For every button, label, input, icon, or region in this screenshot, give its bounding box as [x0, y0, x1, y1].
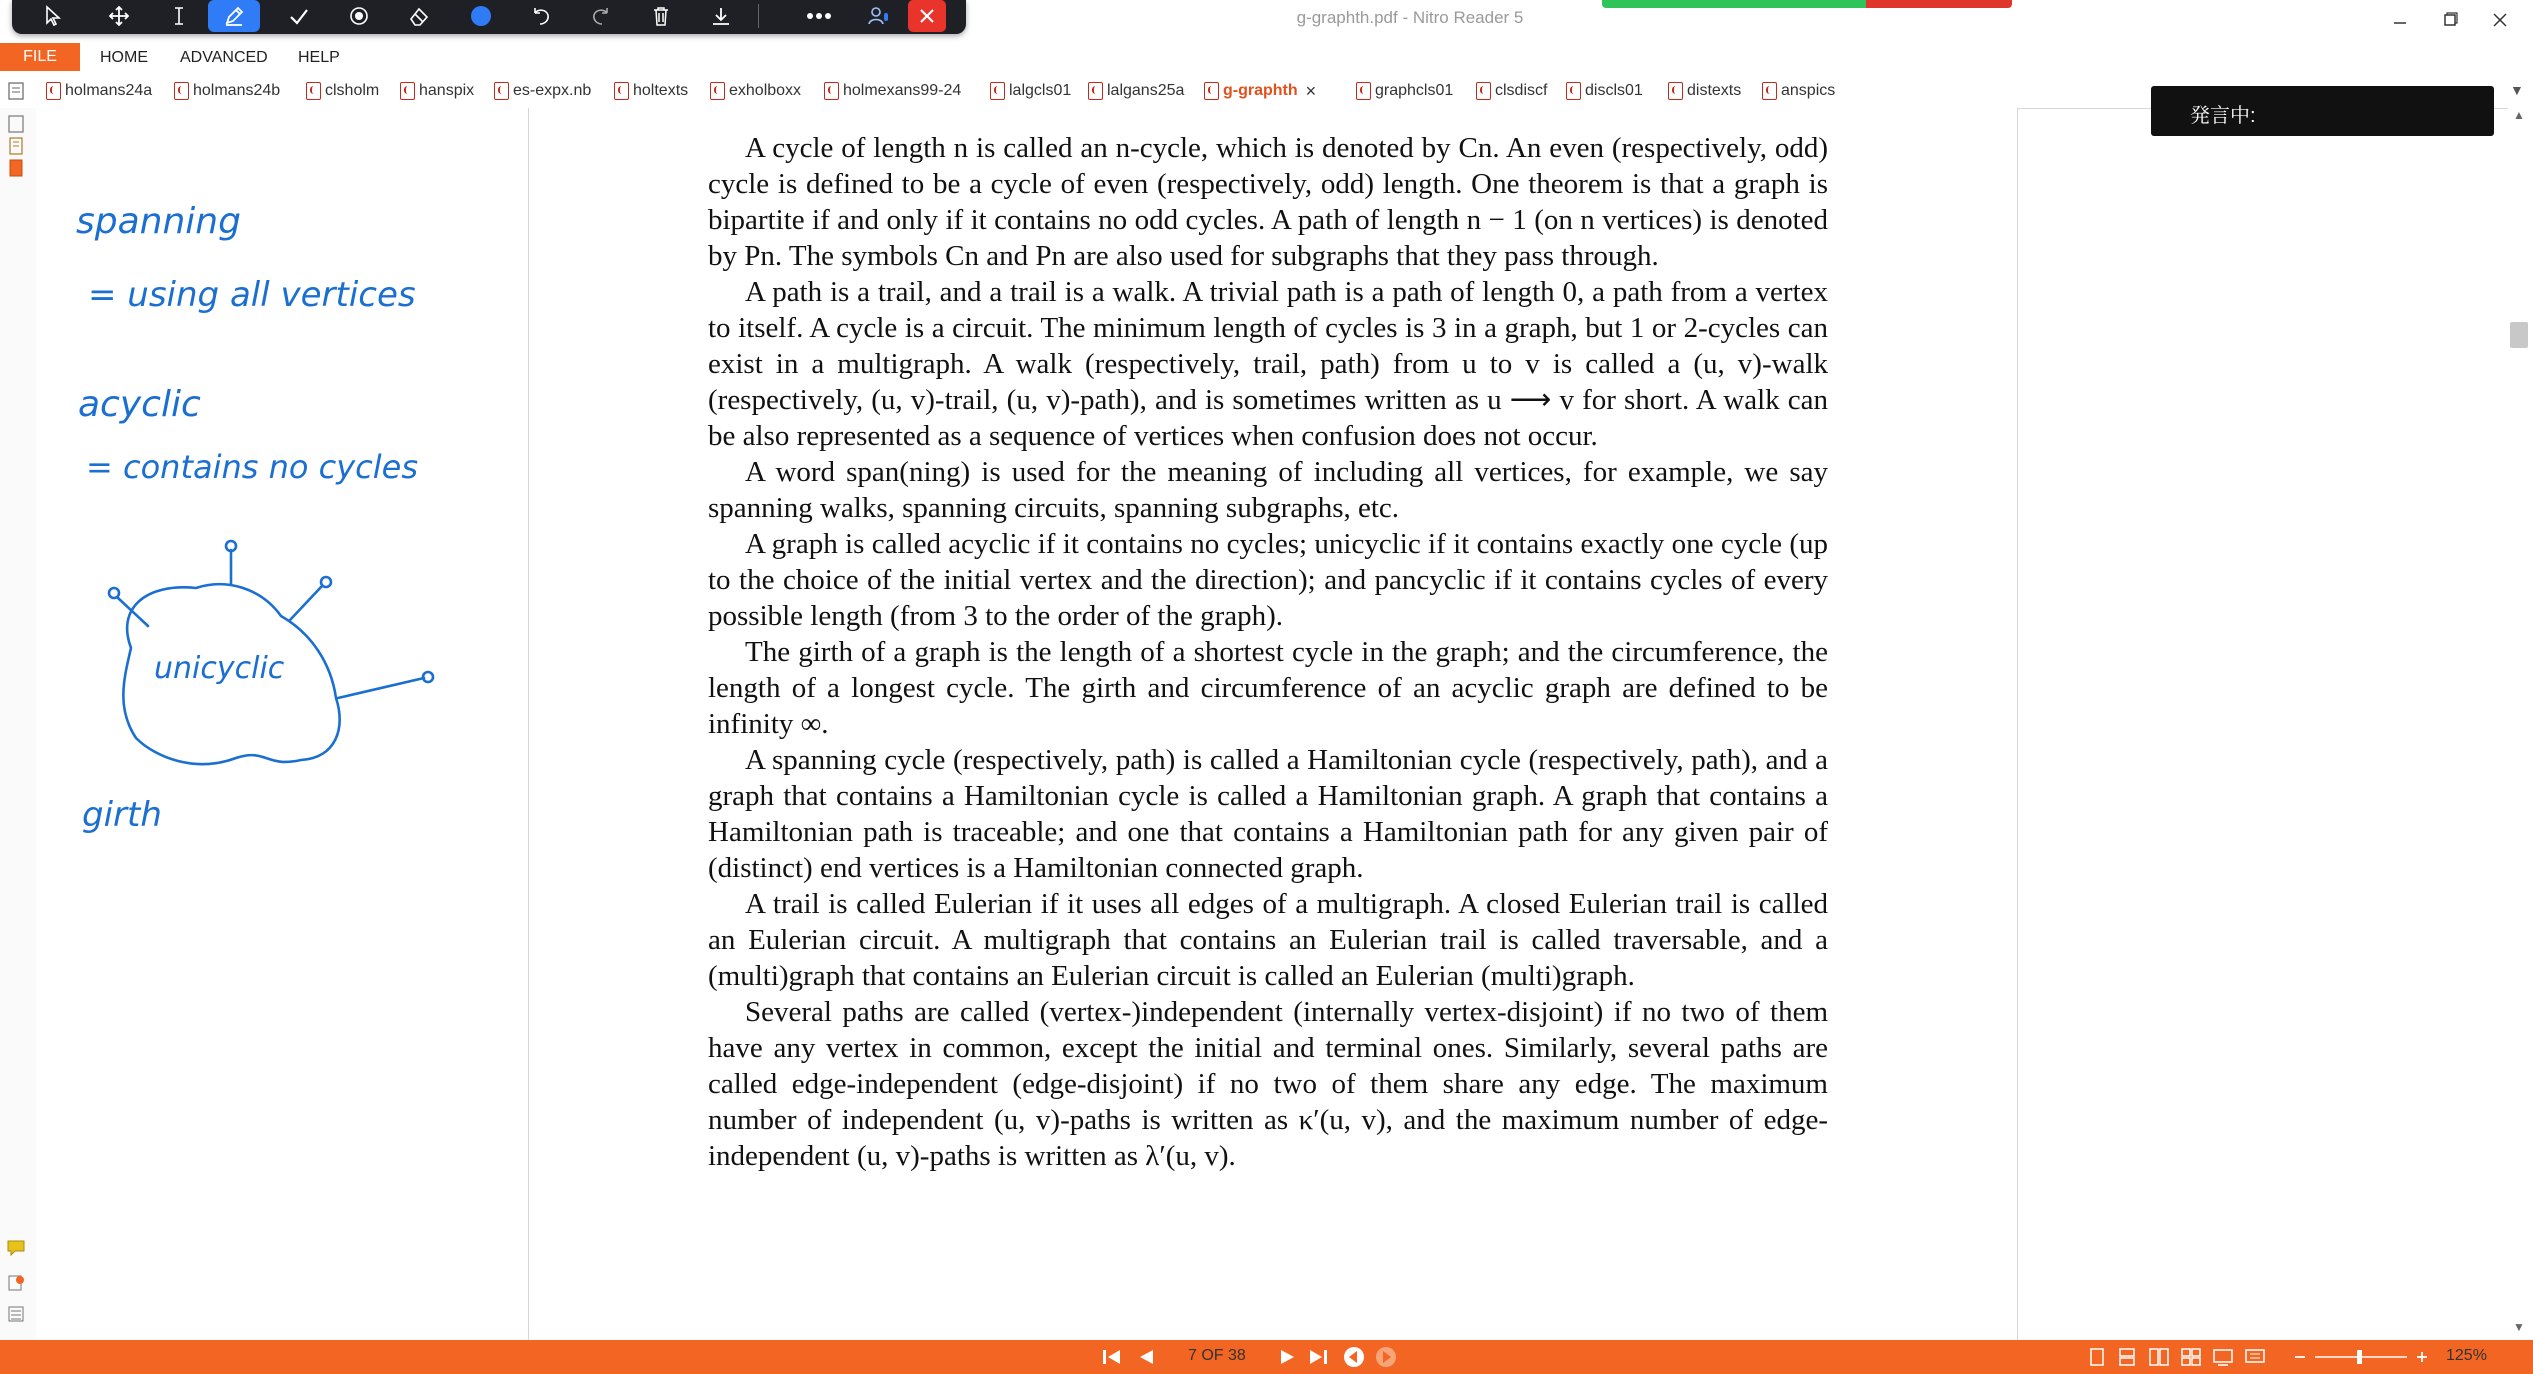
ink-note-contains-no-cycles: = contains no cycles: [86, 448, 419, 486]
pdf-icon: [1566, 82, 1581, 100]
pdf-icon: [824, 82, 839, 100]
maximize-icon[interactable]: [2426, 4, 2474, 36]
zoom-in-icon[interactable]: [2412, 1344, 2432, 1370]
zoom-level[interactable]: 125%: [2446, 1347, 2487, 1364]
pdf-icon: [46, 82, 61, 100]
tab-discls01[interactable]: discls01: [1566, 80, 1643, 102]
bookmarks-icon[interactable]: [6, 136, 26, 156]
last-page-icon[interactable]: [1306, 1344, 1330, 1370]
toolbar-close-icon[interactable]: [908, 0, 946, 32]
pendant-edge: [338, 678, 424, 698]
pdf-icon: [174, 82, 189, 100]
continuous-icon[interactable]: [2114, 1344, 2140, 1370]
menu-help[interactable]: HELP: [298, 49, 340, 66]
forward-icon[interactable]: [1374, 1344, 1398, 1370]
pdf-icon: [400, 82, 415, 100]
paragraph-eulerian: A trail is called Eulerian if it uses all edges of a multigraph. A closed Eulerian trail is called an Eulerian circuit. A multigraph that contains an Eulerian trail is called traversable, and a (multi)graph that contains an Eulerian circuit is called an Eulerian (multi)graph.: [708, 888, 1828, 992]
paragraph-paths-trails: A path is a trail, and a trail is a walk. A trivial path is a path of length 0, a path from a vertex to itself. A cycle is a circuit. The minimum length of cycles is 3 in a graph, but 1 or 2-cycles can exist in a multigraph. A walk (respectively, trail, path) from u to v is called a (u, v)-walk (respectively, (u, v)-trail, (u, v)-path), and is sometimes written as u ⟶ v for short. A walk can be also represented as a sequence of vertices when confusion does not occur.: [708, 276, 1828, 452]
ink-note-girth: girth: [82, 795, 162, 835]
minimize-icon[interactable]: [2376, 4, 2424, 36]
page-thumbnails-icon[interactable]: [6, 114, 26, 134]
pen-toolbar: [12, 0, 966, 34]
tab-holtexts[interactable]: holtexts: [614, 80, 688, 102]
tab-distexts[interactable]: distexts: [1668, 80, 1741, 102]
attachments-icon[interactable]: [6, 158, 26, 178]
pendant-vertex: [109, 588, 119, 598]
more-icon[interactable]: [796, 0, 842, 32]
toolbar-divider: [758, 4, 759, 28]
menu-advanced[interactable]: ADVANCED: [180, 49, 268, 66]
ink-note-using-all-vertices: = using all vertices: [88, 275, 416, 315]
menu-file[interactable]: FILE: [0, 43, 80, 71]
pdf-icon: [710, 82, 725, 100]
pen-icon[interactable]: [208, 0, 260, 32]
zoom-slider[interactable]: [2312, 1344, 2410, 1370]
text-cursor-icon[interactable]: [156, 0, 202, 32]
single-page-icon[interactable]: [2084, 1344, 2110, 1370]
recording-level-green: [1602, 0, 1866, 8]
download-icon[interactable]: [698, 0, 744, 32]
redo-icon[interactable]: [578, 0, 624, 32]
window-title: g-graphth.pdf - Nitro Reader 5: [1296, 8, 1524, 27]
tab-holmexans99-24[interactable]: holmexans99-24: [824, 80, 961, 102]
speaking-label: 発言中:: [2190, 105, 2256, 127]
comments-icon[interactable]: [6, 1238, 26, 1258]
facing-icon[interactable]: [2146, 1344, 2172, 1370]
paragraph-independent-paths: Several paths are called (vertex-)independent (internally vertex-disjoint) if no two of them have any vertex in common, except the initial and terminal ones. Similarly, several paths are called edge-independent (edge-disjoint) if no two of them share any edge. The maximum number of independent (u, v)-paths is written as κ′(u, v), and the maximum number of edge-independent (u, v)-paths is written as λ′(u, v).: [708, 996, 1828, 1172]
layers-icon[interactable]: [6, 1304, 26, 1324]
scroll-up-icon[interactable]: ▲: [2513, 108, 2525, 122]
pdf-icon: [1762, 82, 1777, 100]
ink-note-unicyclic: unicyclic: [154, 651, 285, 686]
recording-level-red: [1866, 0, 2012, 8]
ink-note-spanning: spanning: [76, 201, 241, 242]
tab-g-graphth[interactable]: g-graphth ×: [1204, 80, 1316, 102]
tab-es-expx[interactable]: es-expx.nb: [494, 80, 591, 102]
signatures-icon[interactable]: [6, 1272, 26, 1292]
scroll-down-icon[interactable]: ▼: [2513, 1320, 2525, 1334]
tab-holmans24a[interactable]: holmans24a: [46, 80, 152, 102]
back-icon[interactable]: [1342, 1344, 1366, 1370]
trash-icon[interactable]: [638, 0, 684, 32]
vertical-scrollbar[interactable]: [2508, 108, 2533, 1340]
move-icon[interactable]: [96, 0, 142, 32]
fit-icon[interactable]: [2210, 1344, 2236, 1370]
pdf-icon: [1668, 82, 1683, 100]
undo-icon[interactable]: [518, 0, 564, 32]
page-edge-right: [2017, 108, 2018, 1340]
pdf-icon: [1088, 82, 1103, 100]
zoom-out-icon[interactable]: [2290, 1344, 2310, 1370]
tab-lalgcls01[interactable]: lalgcls01: [990, 80, 1071, 102]
left-panel-strip: [0, 108, 37, 1340]
pendant-edge: [290, 586, 322, 620]
tab-clsholm[interactable]: clsholm: [306, 80, 379, 102]
first-page-icon[interactable]: [1100, 1344, 1124, 1370]
check-icon[interactable]: [276, 0, 322, 32]
tab-holmans24b[interactable]: holmans24b: [174, 80, 280, 102]
tab-lalgans25a[interactable]: lalgans25a: [1088, 80, 1184, 102]
pdf-icon: [1476, 82, 1491, 100]
color-dot-icon[interactable]: [458, 0, 504, 32]
fullscreen-icon[interactable]: [2242, 1344, 2268, 1370]
paragraph-girth: The girth of a graph is the length of a shortest cycle in the graph; and the circumference, the length of a longest cycle. The girth and circumference of an acyclic graph are defined to be infinity ∞.: [708, 636, 1828, 740]
close-icon[interactable]: [2476, 4, 2524, 36]
menu-home[interactable]: HOME: [100, 49, 148, 66]
pdf-icon: [306, 82, 321, 100]
paragraph-spanning: A word span(ning) is used for the meaning of including all vertices, for example, we say spanning walks, spanning circuits, spanning subgraphs, etc.: [708, 456, 1828, 524]
tab-anspics[interactable]: anspics: [1762, 80, 1835, 102]
paragraph-hamiltonian: A spanning cycle (respectively, path) is called a Hamiltonian cycle (respectively, path), and a graph that contains a Hamiltonian cycle is called a Hamiltonian graph. A graph that contains a Hamiltonian path is traceable; and one that contains a Hamiltonian path for any given pair of (distinct) end vertices is a Hamiltonian connected graph.: [708, 744, 1828, 884]
ribbon-menu: [0, 42, 2533, 72]
select-arrow-icon[interactable]: [30, 0, 76, 32]
prev-page-icon[interactable]: [1134, 1344, 1158, 1370]
eraser-icon[interactable]: [396, 0, 442, 32]
page-body-text: [708, 130, 1828, 1174]
tab-exholboxx[interactable]: exholboxx: [710, 80, 801, 102]
record-icon[interactable]: [336, 0, 382, 32]
pdf-icon: [494, 82, 509, 100]
tabs-menu-icon[interactable]: [8, 80, 24, 102]
facing-continuous-icon[interactable]: [2178, 1344, 2204, 1370]
next-page-icon[interactable]: [1276, 1344, 1300, 1370]
tab-hanspix[interactable]: hanspix: [400, 80, 474, 102]
ink-note-acyclic: acyclic: [78, 384, 201, 425]
scroll-thumb[interactable]: [2510, 322, 2528, 348]
paragraph-acyclic: A graph is called acyclic if it contains no cycles; unicyclic if it contains exactly one cycle (up to the choice of the initial vertex and the direction); and pancyclic if it contains cycles of every possible length (from 3 to the order of the graph).: [708, 528, 1828, 632]
user-mic-icon[interactable]: [856, 0, 902, 32]
tab-graphcls01[interactable]: graphcls01: [1356, 80, 1453, 102]
handwritten-notes: [36, 108, 528, 1340]
tab-clsdiscf[interactable]: clsdiscf: [1476, 80, 1547, 102]
pendant-edge: [118, 598, 148, 626]
pdf-icon: [1356, 82, 1371, 100]
tab-overflow-icon[interactable]: ▼: [2510, 82, 2524, 98]
page-indicator[interactable]: 7 OF 38: [1188, 1347, 1246, 1364]
pdf-icon: [990, 82, 1005, 100]
pdf-icon: [614, 82, 629, 100]
pdf-icon: [1204, 82, 1219, 100]
pendant-vertex: [321, 577, 331, 587]
tab-close-icon[interactable]: ×: [1305, 80, 1317, 101]
paragraph-cycles: A cycle of length n is called an n-cycle, which is denoted by Cn. An even (respectively, odd) cycle is defined to be a cycle of even (respectively, odd) length. One theorem is that a graph is bipartite if and only if it contains no odd cycles. A path of length n − 1 (on n vertices) is denoted by Pn. The symbols Cn and Pn are also used for subgraphs that they pass through.: [708, 132, 1828, 272]
